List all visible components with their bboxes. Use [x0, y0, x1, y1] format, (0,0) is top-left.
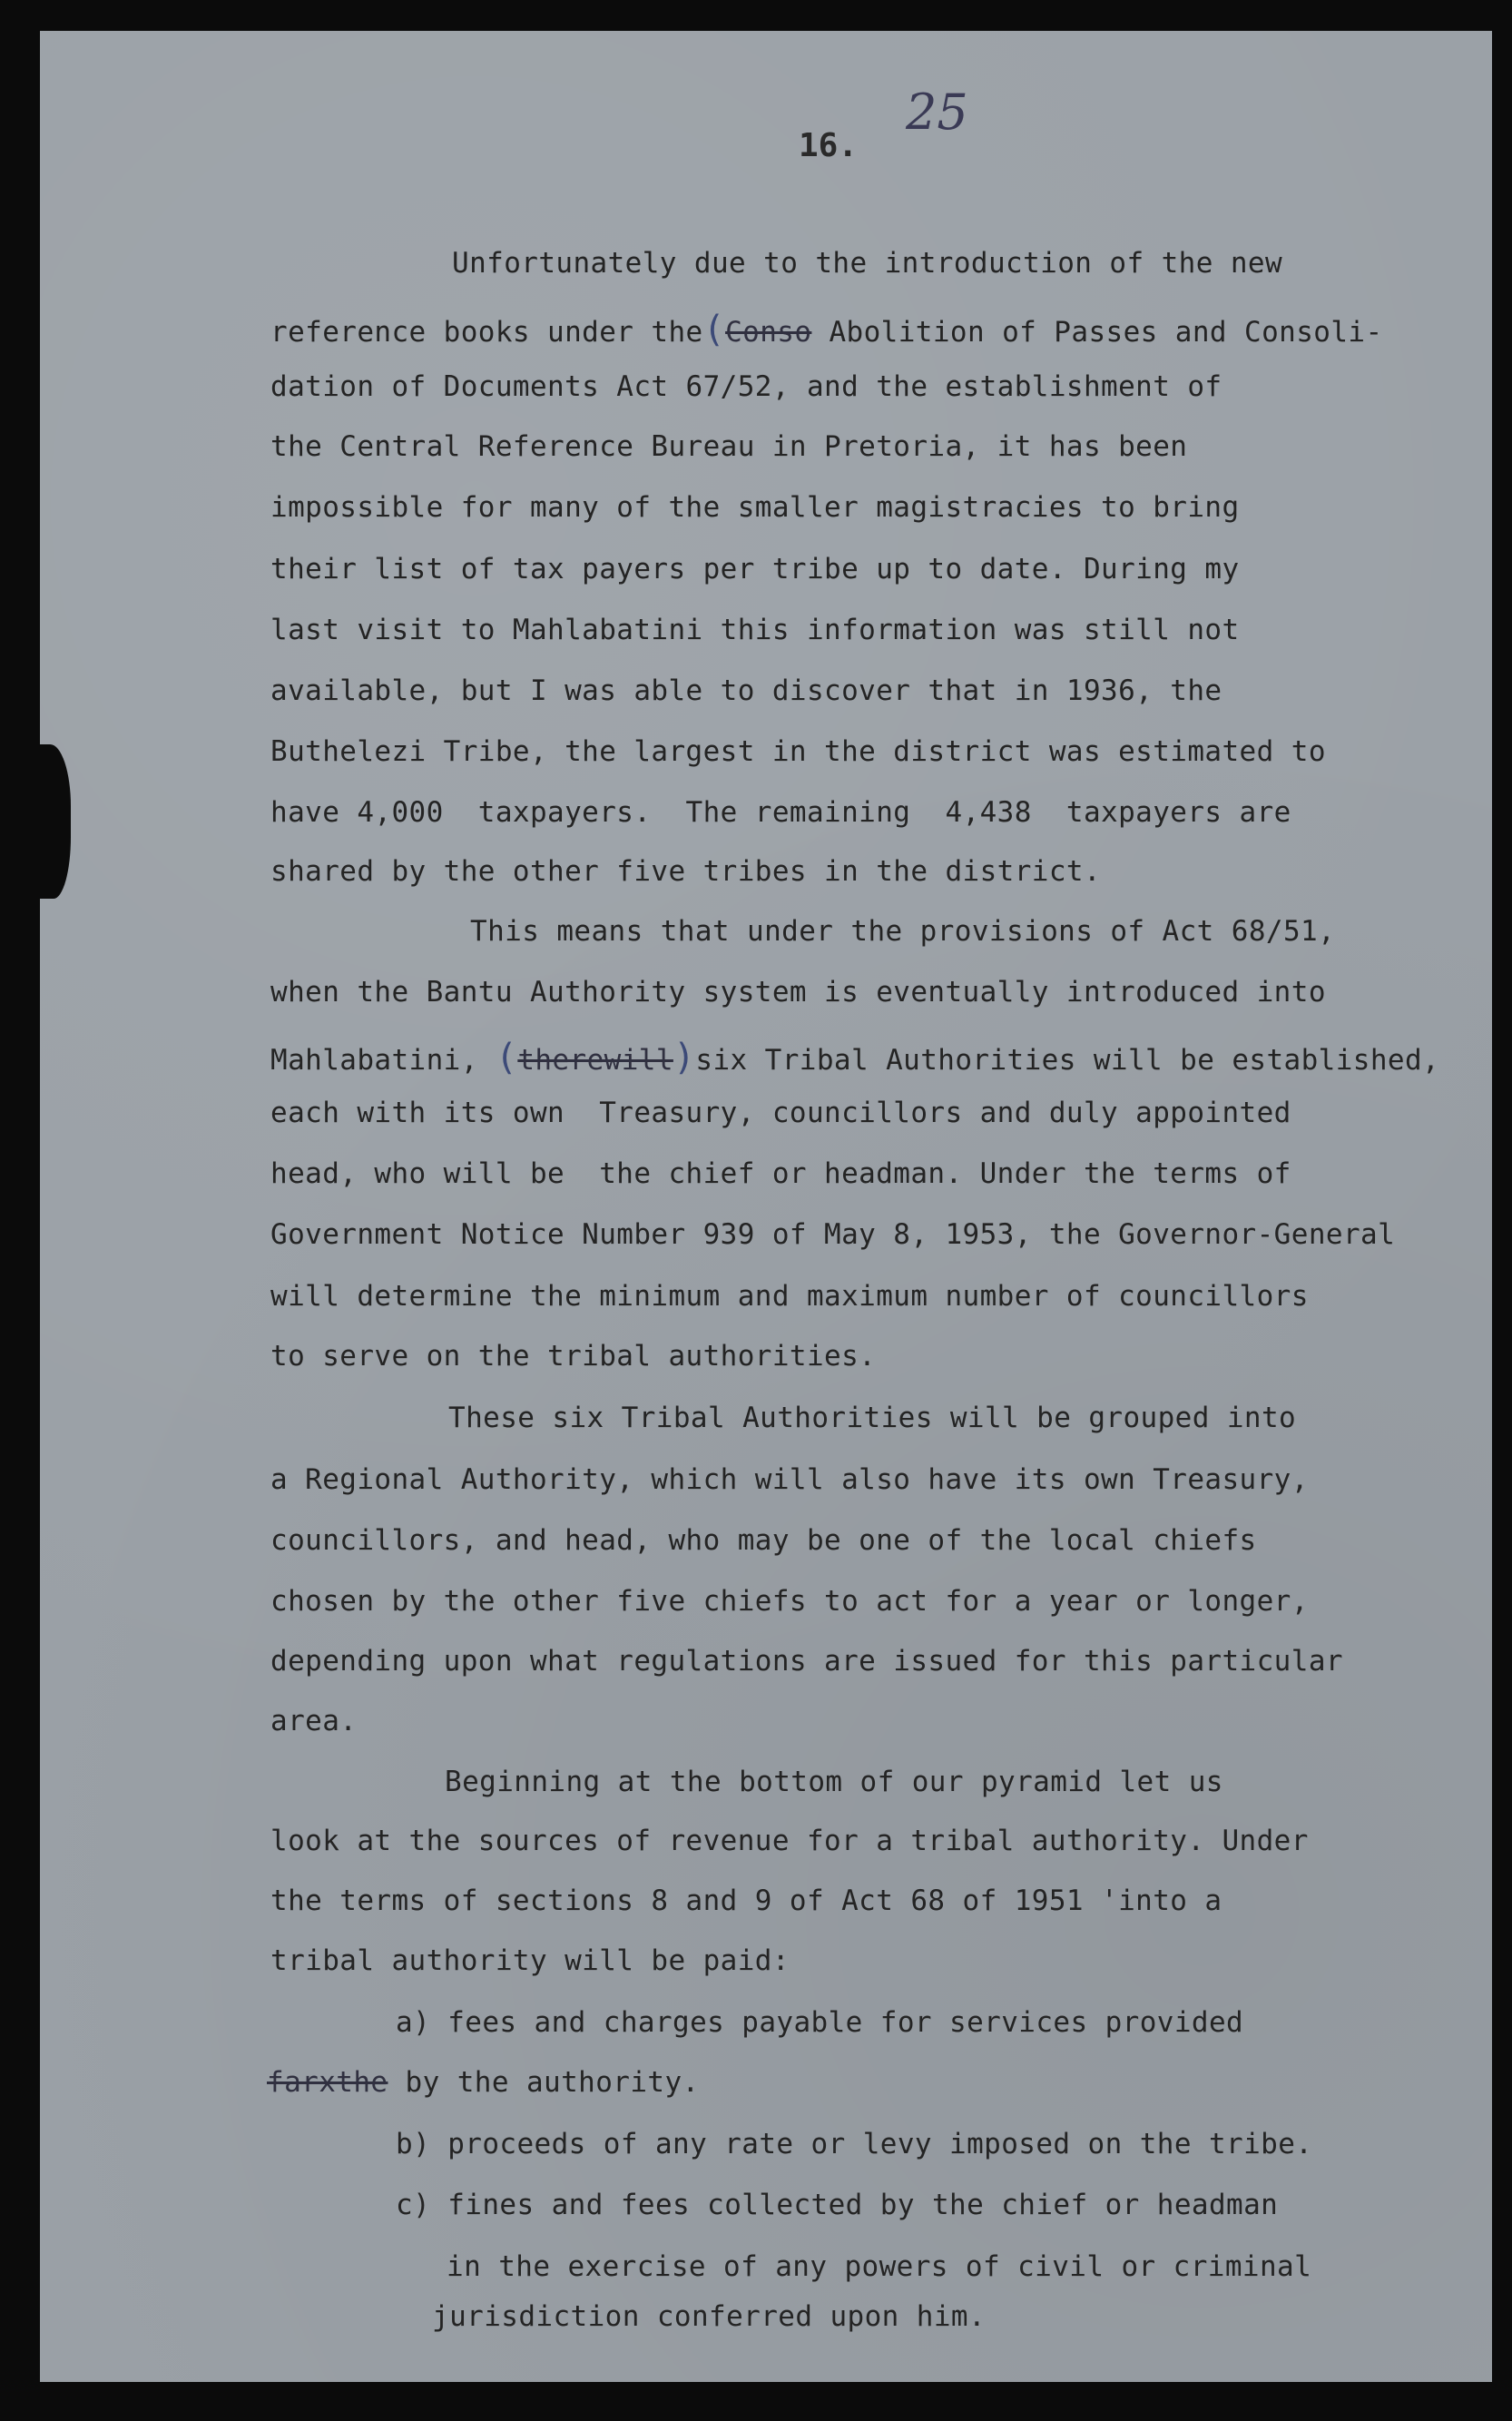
text-line: dation of Documents Act 67/52, and the establishment of	[270, 370, 1222, 403]
text-line: Beginning at the bottom of our pyramid let us	[445, 1766, 1223, 1798]
text-line: Unfortunately due to the introduction of the new	[452, 247, 1283, 280]
text-line: to serve on the tribal authorities.	[270, 1340, 877, 1373]
text-line: head, who will be the chief or headman. Under the terms of	[270, 1157, 1291, 1190]
page-number-handwritten: 25	[906, 84, 968, 141]
list-item: farxthe by the authority.	[267, 2066, 700, 2099]
text-line: shared by the other five tribes in the district.	[270, 855, 1102, 888]
text-line: reference books under the(Conso Abolition of Passes and Consoli-	[270, 309, 1383, 350]
list-item: b) proceeds of any rate or levy imposed on the tribe.	[396, 2128, 1313, 2160]
text-line: available, but I was able to discover that in 1936, the	[270, 674, 1222, 707]
text-line: their list of tax payers per tribe up to date. During my	[270, 553, 1240, 586]
text-line: Government Notice Number 939 of May 8, 1953, the Governor-General	[270, 1218, 1396, 1251]
text-line: depending upon what regulations are issued for this particular	[270, 1645, 1343, 1678]
list-item: in the exercise of any powers of civil or criminal	[447, 2250, 1312, 2283]
text-line: the Central Reference Bureau in Pretoria, it has been	[270, 430, 1188, 463]
page-number-typed: 16.	[799, 127, 859, 164]
struck-word: Conso	[725, 316, 812, 349]
text-line: a Regional Authority, which will also have its own Treasury,	[270, 1463, 1309, 1496]
text-line: when the Bantu Authority system is eventually introduced into	[270, 976, 1326, 1009]
text-line: area.	[270, 1705, 358, 1737]
text-line: Buthelezi Tribe, the largest in the district was estimated to	[270, 735, 1326, 768]
list-item: a) fees and charges payable for services provided	[396, 2006, 1244, 2039]
torn-margin	[36, 744, 71, 899]
text-line: councillors, and head, who may be one of the local chiefs	[270, 1524, 1257, 1557]
list-item: jurisdiction conferred upon him.	[432, 2300, 987, 2333]
text-line: Mahlabatini, (therewill)six Tribal Authorities will be established,	[270, 1037, 1440, 1078]
text-line: chosen by the other five chiefs to act for a year or longer,	[270, 1585, 1309, 1618]
text-line: last visit to Mahlabatini this information was still not	[270, 614, 1240, 646]
struck-word: farxthe	[267, 2066, 388, 2099]
text-line: have 4,000 taxpayers. The remaining 4,438 taxpayers are	[270, 796, 1291, 829]
text-line: the terms of sections 8 and 9 of Act 68 of 1951 'into a	[270, 1885, 1222, 1917]
struck-word: therewill	[517, 1044, 673, 1077]
text-line: look at the sources of revenue for a tribal authority. Under	[270, 1825, 1309, 1857]
text-line: This means that under the provisions of Act 68/51,	[470, 915, 1336, 948]
list-item: c) fines and fees collected by the chief or headman	[396, 2189, 1279, 2221]
text-line: each with its own Treasury, councillors and duly appointed	[270, 1097, 1291, 1129]
text-line: will determine the minimum and maximum number of councillors	[270, 1280, 1309, 1313]
text-line: tribal authority will be paid:	[270, 1944, 790, 1977]
text-line: These six Tribal Authorities will be grouped into	[448, 1402, 1297, 1434]
text-line: impossible for many of the smaller magistracies to bring	[270, 491, 1240, 524]
